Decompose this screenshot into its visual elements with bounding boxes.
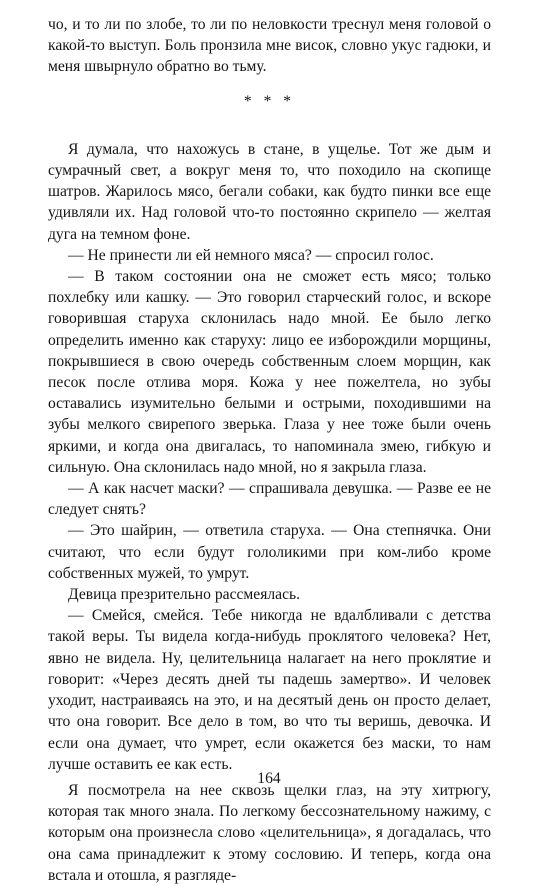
paragraph: Я думала, что нахожусь в стане, в ущелье. Тот же дым и сумрачный свет, а вокруг меня то, что походило на скопище шатров. Жарилось мясо, бегали собаки, как будто пинки все еще удивляли их. Над головой что-то постоянно скрипело — желтая дуга на темном фоне. [48, 140, 491, 243]
paragraph: Девица презрительно рассмеялась. [68, 586, 301, 604]
paragraph: — Не принести ли ей немного мяса? — спросил голос. [68, 246, 434, 264]
paragraph: — В таком состоянии она не сможет есть мясо; только похлебку или кашку. — Это говорил старческий голос, и вскоре говорившая старуха склонилась надо мной. Ее было легко определить именно как старуху: лицо ее изборождили морщины, покрывшиеся в свою очередь собственным слоем морщин, как песок после отлива моря. Кожа у нее пожелтела, но зубы оставались изумительно белыми и острыми, походившими на зубы мелкого свирепого зверька. Глаза у нее тоже были очень яркими, и когда она двигалась, то напоминала змею, гибкую и сильную. Она склонилась надо мной, но я закрыла глаза. [48, 268, 491, 476]
paragraph-last: Я посмотрела на нее сквозь щелки глаз, на эту хитрюгу, которая так много знала. По легкому бессознательному нажиму, с которым она произнесла слово «целительница», я догадалась, что она сама принадлежит к этому сословию. И теперь, когда она встала и отошла, я разгляде- [48, 781, 491, 884]
paragraph: — Смейся, смейся. Тебе никогда не вдалбливали с детства такой веры. Ты видела когда-нибудь проклятого человека? Нет, явно не видела. Ну, целительница налагает на него проклятие и говорит: «Через десять дней ты падешь замертво». И человек уходит, настраиваясь на это, и на десятый день он просто делает, что она говорит. Все дело в том, во что ты веришь, девочка. И если она думает, что умрет, если окажется без маски, то нам лучше оставить ее как есть. [48, 607, 491, 773]
opening-paragraph: чо, и то ли по злобе, то ли по неловкости треснул меня головой о какой-то выступ. Боль пронзила мне висок, словно укус гадюки, и меня швырнуло обратно во тьму. [48, 16, 491, 76]
section-separator: * * * [243, 92, 296, 110]
paragraph: — А как насчет маски? — спрашивала девушка. — Разве ее не следует снять? [48, 480, 491, 519]
paragraph: — Это шайрин, — ответила старуха. — Она степнячка. Они считают, что если будут гололикими при ком-либо кроме собственных мужей, то умрут. [48, 522, 491, 582]
page-number: 164 [257, 770, 281, 787]
